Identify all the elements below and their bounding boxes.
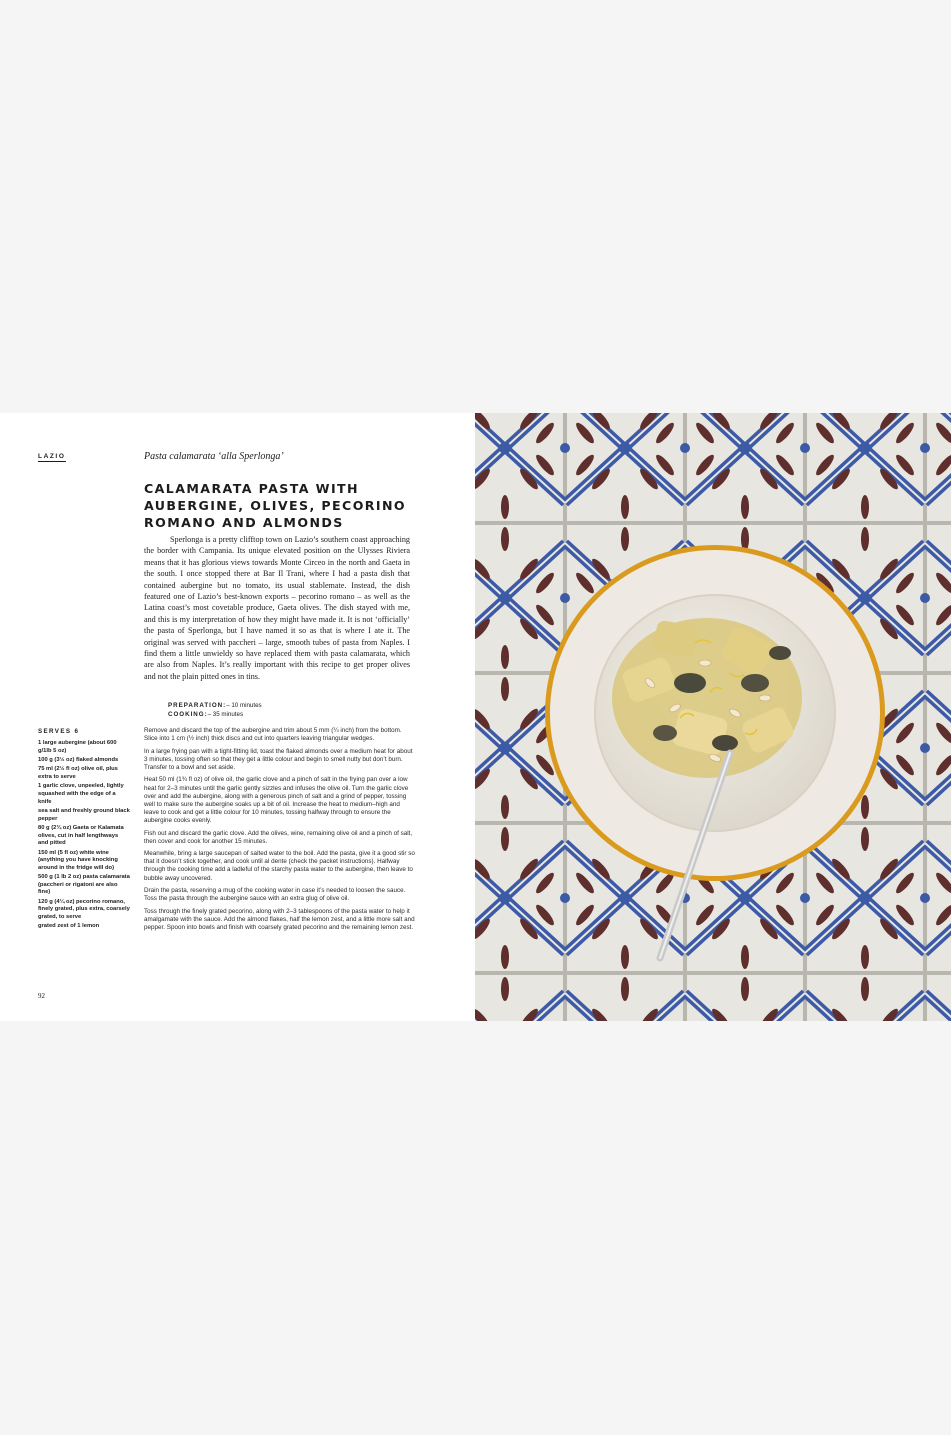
recipe-title: CALAMARATA PASTA WITH AUBERGINE, OLIVES, PECORINO ROMANO AND ALMONDS <box>144 481 407 530</box>
book-spread <box>0 413 951 1021</box>
italian-title: Pasta calamarata ‘alla Sperlonga’ <box>144 451 284 462</box>
ingredient-item: 500 g (1 lb 2 oz) pasta calamarata (paccheri or rigatoni are also fine) <box>38 874 130 896</box>
preparation-label: PREPARATION: <box>168 702 227 709</box>
ingredient-item: 1 garlic clove, unpeeled, lightly squashed with the edge of a knife <box>38 783 124 805</box>
ingredient-item: 120 g (4¼ oz) pecorino romano, finely grated, plus extra, coarsely grated, to serve <box>38 898 130 920</box>
timing-block <box>168 701 262 719</box>
preparation-line <box>168 701 262 710</box>
method-step: Meanwhile, bring a large saucepan of salted water to the boil. Add the pasta, give it a good stir so that it doesn’t stick together, and cook until al dente (check the packet instructions). Halfway through the cooking time add a ladleful of the starchy pasta water to the aubergine, then leave to bubble away uncovered. <box>144 850 415 882</box>
serves-label: SERVES 6 <box>38 728 80 735</box>
intro-paragraph: Sperlonga is a pretty clifftop town on Lazio’s southern coast approaching the border with Campania. Its unique elevated position on the Ulysses Riviera means that it has glorious views towards Monte Circeo in the north and Gaeta in the south. I once stopped there at Bar Il Trani, where I had a pasta dish that contained aubergine but no tomato, its usual stablemate. Instead, the dish featured one of Lazio’s best-known exports – pecorino romano – as well as the Latina coast’s most covetable produce, Gaeta olives. The dish stayed with me, and this is my interpretation of how they might have made it. It is not ‘officially’ the pasta of Sperlonga, but I have named it so as that is where I ate it. The original was served with paccheri – large, smooth tubes of pasta from Naples. I find them a little unwieldy so have replaced them with pasta calamarata, which are also from Naples. It’s really important with this recipe to get proper olives and not the plain pitted ones in tins. <box>144 535 410 681</box>
ingredient-item: 100 g (3½ oz) flaked almonds <box>38 756 119 763</box>
section-label: LAZIO <box>38 453 66 460</box>
dish-photo <box>475 413 951 1021</box>
ingredient-item: grated zest of 1 lemon <box>38 923 100 930</box>
cooking-label: COOKING: <box>168 711 208 718</box>
method-step: Fish out and discard the garlic clove. Add the olives, wine, remaining olive oil and a pinch of salt, then cover and cook for another 15 minutes. <box>144 829 413 845</box>
method-step: In a large frying pan with a tight-fitting lid, toast the flaked almonds over a medium heat for about 3 minutes, tossing often so that they get a little colour and begin to smell nutty but don’t burn. Transfer to a bowl and set aside. <box>144 747 413 771</box>
page-number: 92 <box>38 992 45 1000</box>
cooking-value: – 35 minutes <box>207 711 244 718</box>
ingredient-item: 80 g (2¾ oz) Gaeta or Kalamata olives, cut in half lengthways and pitted <box>38 824 124 847</box>
pasta <box>612 618 802 778</box>
ingredient-item: 75 ml (2½ fl oz) olive oil, plus extra to serve <box>38 766 118 780</box>
method-step: Drain the pasta, reserving a mug of the cooking water in case it’s needed to loosen the sauce. Toss the pasta through the aubergine sauce with an extra glug of olive oil. <box>144 887 406 903</box>
method-step: Toss through the finely grated pecorino, along with 2–3 tablespoons of the pasta water to help it amalgamate with the sauce. Add the almond flakes, half the lemon zest, and a little more salt and pepper. Spoon into bowls and finish with coarsely grated pecorino and the remaining lemon zest. <box>144 907 415 931</box>
ingredient-item: sea salt and freshly ground black pepper <box>38 807 130 822</box>
pasta-plate-illustration <box>475 413 951 1021</box>
ingredient-item: 150 ml (5 fl oz) white wine (anything you have knocking around in the fridge will do) <box>38 849 118 871</box>
text-page <box>0 413 475 1021</box>
method-step: Heat 50 ml (1¾ fl oz) of olive oil, the garlic clove and a pinch of salt in the frying pan over a low heat for 2–3 minutes until the garlic gently sizzles and infuses the olive oil. Turn the garlic clove over and add the aubergine, along with a generous pinch of salt and a grind of pepper, tossing well to make sure the aubergine soaks up a bit of oil. Increase the heat to medium–high and leave to cook and get a little colour for 10 minutes, tossing halfway through to ensure the aubergine cooks evenly. <box>144 776 409 824</box>
ingredient-item: 1 large aubergine (about 600 g/1lb 5 oz) <box>38 740 117 754</box>
ingredient-list <box>38 740 130 933</box>
preparation-value: – 10 minutes <box>226 702 262 709</box>
method-step: Remove and discard the top of the aubergine and trim about 5 mm (¼ inch) from the bottom. Slice into 1 cm (½ inch) thick discs and cut into quarters leaving triangular wedges. <box>144 727 402 743</box>
method-steps <box>144 727 416 937</box>
cooking-line <box>168 710 262 719</box>
